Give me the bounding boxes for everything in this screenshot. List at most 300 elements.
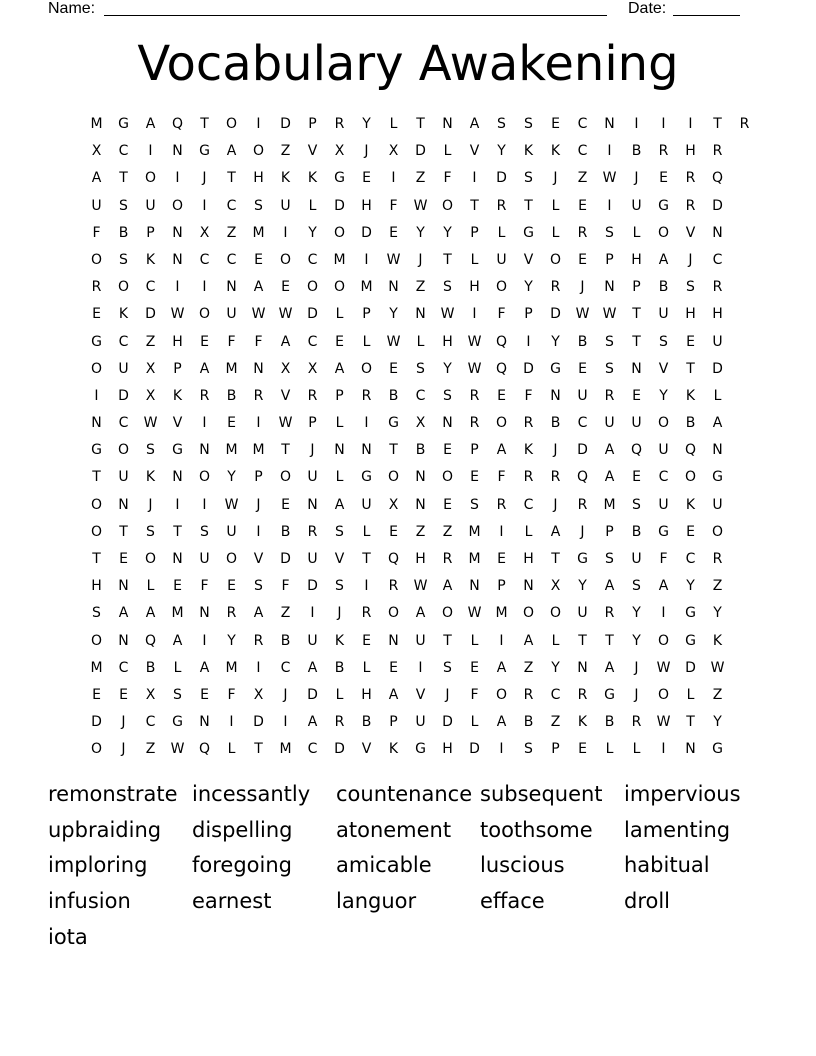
grid-letter[interactable]: Z bbox=[712, 578, 723, 595]
grid-letter[interactable]: Y bbox=[308, 224, 317, 241]
grid-letter[interactable]: N bbox=[172, 143, 183, 160]
grid-letter[interactable]: M bbox=[252, 224, 265, 241]
grid-letter[interactable]: D bbox=[307, 686, 318, 703]
grid-letter[interactable]: I bbox=[202, 415, 207, 432]
grid-letter[interactable]: W bbox=[467, 605, 482, 622]
grid-letter[interactable]: O bbox=[657, 415, 670, 432]
grid-letter[interactable]: F bbox=[497, 469, 506, 486]
grid-letter[interactable] bbox=[731, 437, 758, 464]
grid-letter[interactable]: I bbox=[418, 659, 423, 676]
grid-letter[interactable]: B bbox=[631, 143, 642, 160]
grid-letter[interactable]: K bbox=[334, 632, 345, 649]
grid-letter[interactable]: N bbox=[388, 632, 399, 649]
grid-letter[interactable]: I bbox=[634, 116, 639, 132]
grid-letter[interactable]: L bbox=[362, 523, 371, 540]
grid-letter[interactable]: A bbox=[658, 251, 669, 268]
grid-letter[interactable]: N bbox=[226, 279, 237, 296]
grid-letter[interactable]: U bbox=[658, 496, 669, 513]
grid-letter[interactable]: F bbox=[470, 686, 479, 703]
grid-letter[interactable]: C bbox=[199, 251, 210, 268]
grid-letter[interactable]: L bbox=[308, 197, 317, 214]
grid-letter[interactable]: C bbox=[712, 251, 723, 268]
grid-letter[interactable]: O bbox=[657, 632, 670, 649]
grid-letter[interactable]: C bbox=[307, 741, 318, 758]
grid-letter[interactable]: W bbox=[656, 659, 671, 676]
grid-letter[interactable]: G bbox=[334, 170, 345, 187]
name-line[interactable] bbox=[104, 15, 607, 16]
grid-letter[interactable]: A bbox=[604, 659, 615, 676]
grid-letter[interactable]: O bbox=[90, 523, 103, 540]
grid-letter[interactable]: S bbox=[119, 251, 128, 268]
grid-letter[interactable]: S bbox=[524, 170, 533, 187]
grid-letter[interactable]: R bbox=[523, 686, 534, 703]
grid-letter[interactable]: F bbox=[227, 333, 236, 350]
grid-letter[interactable]: O bbox=[333, 224, 346, 241]
grid-letter[interactable]: J bbox=[310, 442, 315, 459]
grid-letter[interactable]: G bbox=[172, 714, 183, 731]
grid-letter[interactable]: T bbox=[632, 306, 641, 323]
grid-letter[interactable]: O bbox=[144, 170, 157, 187]
grid-letter[interactable]: B bbox=[226, 387, 237, 404]
grid-letter[interactable]: R bbox=[685, 197, 696, 214]
grid-letter[interactable]: D bbox=[307, 306, 318, 323]
grid-letter[interactable]: J bbox=[121, 741, 126, 758]
grid-letter[interactable]: R bbox=[550, 279, 561, 296]
grid-letter[interactable]: W bbox=[656, 714, 671, 731]
grid-letter[interactable]: O bbox=[711, 523, 724, 540]
grid-letter[interactable]: D bbox=[334, 741, 345, 758]
grid-letter[interactable]: P bbox=[173, 360, 182, 377]
grid-letter[interactable]: H bbox=[172, 333, 183, 350]
grid-letter[interactable]: Y bbox=[443, 360, 452, 377]
grid-letter[interactable]: B bbox=[118, 224, 129, 241]
grid-letter[interactable]: E bbox=[659, 170, 668, 187]
grid-letter[interactable]: Z bbox=[415, 279, 426, 296]
grid-letter[interactable]: Q bbox=[198, 741, 211, 758]
grid-letter[interactable]: U bbox=[199, 551, 210, 567]
grid-letter[interactable]: Z bbox=[415, 170, 426, 187]
grid-letter[interactable]: T bbox=[362, 551, 371, 567]
grid-letter[interactable]: T bbox=[227, 170, 236, 187]
grid-letter[interactable]: D bbox=[253, 714, 264, 731]
grid-letter[interactable]: A bbox=[604, 578, 615, 595]
grid-letter[interactable]: Y bbox=[443, 224, 452, 241]
grid-letter[interactable]: C bbox=[523, 496, 534, 513]
grid-letter[interactable]: J bbox=[553, 496, 558, 513]
grid-letter[interactable]: L bbox=[605, 741, 614, 758]
grid-letter[interactable]: D bbox=[712, 197, 723, 214]
grid-letter[interactable]: N bbox=[172, 251, 183, 268]
grid-letter[interactable]: T bbox=[524, 197, 533, 214]
grid-letter[interactable]: E bbox=[254, 251, 263, 268]
grid-letter[interactable]: W bbox=[170, 741, 185, 758]
grid-letter[interactable]: D bbox=[280, 116, 291, 132]
grid-letter[interactable]: G bbox=[523, 224, 534, 241]
grid-letter[interactable]: X bbox=[253, 686, 264, 703]
grid-letter[interactable]: Y bbox=[389, 306, 398, 323]
grid-letter[interactable]: C bbox=[226, 251, 237, 268]
grid-letter[interactable]: Z bbox=[577, 170, 588, 187]
grid-letter[interactable]: C bbox=[145, 279, 156, 296]
grid-letter[interactable]: N bbox=[550, 387, 561, 404]
grid-letter[interactable]: R bbox=[334, 116, 345, 132]
grid-letter[interactable]: M bbox=[360, 279, 373, 296]
grid-letter[interactable]: J bbox=[256, 496, 261, 513]
grid-letter[interactable]: R bbox=[253, 387, 264, 404]
grid-letter[interactable]: I bbox=[526, 333, 531, 350]
grid-letter[interactable]: W bbox=[440, 306, 455, 323]
grid-letter[interactable]: H bbox=[442, 741, 453, 758]
grid-letter[interactable]: A bbox=[118, 605, 129, 622]
grid-letter[interactable]: D bbox=[334, 197, 345, 214]
grid-letter[interactable]: O bbox=[90, 496, 103, 513]
grid-letter[interactable]: S bbox=[524, 116, 533, 132]
grid-letter[interactable]: C bbox=[577, 143, 588, 160]
grid-letter[interactable] bbox=[731, 410, 758, 437]
grid-letter[interactable]: S bbox=[443, 659, 452, 676]
grid-letter[interactable]: C bbox=[415, 387, 426, 404]
grid-letter[interactable] bbox=[731, 573, 758, 600]
grid-letter[interactable]: S bbox=[254, 578, 263, 595]
grid-letter[interactable]: E bbox=[173, 578, 182, 595]
grid-letter[interactable]: V bbox=[253, 551, 264, 567]
grid-letter[interactable]: S bbox=[632, 578, 641, 595]
grid-letter[interactable]: I bbox=[256, 116, 261, 132]
grid-letter[interactable]: K bbox=[388, 741, 399, 758]
grid-letter[interactable] bbox=[731, 600, 758, 627]
grid-letter[interactable]: K bbox=[172, 387, 183, 404]
grid-letter[interactable]: I bbox=[364, 578, 369, 595]
grid-letter[interactable]: Z bbox=[550, 714, 561, 731]
grid-letter[interactable]: B bbox=[631, 523, 642, 540]
grid-letter[interactable]: N bbox=[334, 442, 345, 459]
grid-letter[interactable]: B bbox=[523, 714, 534, 731]
grid-letter[interactable]: E bbox=[281, 279, 290, 296]
grid-letter[interactable]: F bbox=[200, 578, 209, 595]
grid-letter[interactable]: W bbox=[602, 170, 617, 187]
grid-letter[interactable]: R bbox=[307, 387, 318, 404]
grid-letter[interactable]: E bbox=[497, 551, 506, 567]
grid-letter[interactable]: O bbox=[90, 251, 103, 268]
grid-letter[interactable]: E bbox=[578, 741, 587, 758]
grid-letter[interactable]: L bbox=[362, 659, 371, 676]
grid-letter[interactable]: O bbox=[549, 605, 562, 622]
grid-letter[interactable]: Y bbox=[686, 578, 695, 595]
grid-letter[interactable]: R bbox=[658, 143, 669, 160]
grid-letter[interactable]: C bbox=[118, 415, 129, 432]
grid-letter[interactable]: I bbox=[175, 496, 180, 513]
grid-letter[interactable]: Y bbox=[362, 116, 371, 132]
grid-letter[interactable]: L bbox=[146, 578, 155, 595]
grid-letter[interactable]: G bbox=[91, 333, 102, 350]
grid-letter[interactable] bbox=[731, 628, 758, 655]
grid-letter[interactable]: P bbox=[254, 469, 263, 486]
grid-letter[interactable]: N bbox=[199, 605, 210, 622]
grid-letter[interactable]: R bbox=[550, 469, 561, 486]
grid-letter[interactable]: G bbox=[658, 523, 669, 540]
grid-letter[interactable]: R bbox=[577, 686, 588, 703]
grid-letter[interactable]: J bbox=[580, 279, 585, 296]
grid-letter[interactable]: B bbox=[361, 714, 372, 731]
grid-letter[interactable] bbox=[731, 736, 758, 763]
grid-letter[interactable]: C bbox=[577, 116, 588, 132]
grid-letter[interactable]: O bbox=[252, 143, 265, 160]
grid-letter[interactable]: E bbox=[686, 523, 695, 540]
grid-letter[interactable]: E bbox=[389, 659, 398, 676]
grid-letter[interactable]: T bbox=[443, 251, 452, 268]
grid-letter[interactable]: U bbox=[226, 306, 237, 323]
grid-letter[interactable]: O bbox=[198, 306, 211, 323]
grid-letter[interactable]: I bbox=[499, 523, 504, 540]
grid-letter[interactable]: H bbox=[361, 686, 372, 703]
grid-letter[interactable]: W bbox=[710, 659, 725, 676]
grid-letter[interactable]: D bbox=[550, 306, 561, 323]
grid-letter[interactable]: L bbox=[524, 523, 533, 540]
grid-letter[interactable]: J bbox=[553, 442, 558, 459]
grid-letter[interactable] bbox=[731, 492, 758, 519]
grid-letter[interactable]: M bbox=[90, 116, 103, 132]
grid-letter[interactable]: I bbox=[283, 224, 288, 241]
grid-letter[interactable]: N bbox=[415, 496, 426, 513]
grid-letter[interactable]: X bbox=[307, 360, 318, 377]
grid-letter[interactable]: J bbox=[337, 605, 342, 622]
grid-letter[interactable]: Q bbox=[144, 632, 157, 649]
grid-letter[interactable]: D bbox=[523, 360, 534, 377]
grid-letter[interactable]: Q bbox=[684, 442, 697, 459]
grid-letter[interactable]: F bbox=[227, 686, 236, 703]
grid-letter[interactable]: K bbox=[118, 306, 129, 323]
grid-letter[interactable]: R bbox=[469, 415, 480, 432]
grid-letter[interactable]: H bbox=[469, 279, 480, 296]
grid-letter[interactable]: P bbox=[497, 578, 506, 595]
grid-letter[interactable]: O bbox=[90, 632, 103, 649]
grid-letter[interactable]: U bbox=[361, 496, 372, 513]
grid-letter[interactable]: F bbox=[497, 306, 506, 323]
grid-letter[interactable] bbox=[731, 709, 758, 736]
grid-letter[interactable]: A bbox=[550, 523, 561, 540]
grid-letter[interactable]: O bbox=[657, 686, 670, 703]
grid-letter[interactable]: Y bbox=[416, 224, 425, 241]
grid-letter[interactable]: Z bbox=[280, 143, 291, 160]
grid-letter[interactable]: H bbox=[361, 197, 372, 214]
grid-letter[interactable]: S bbox=[470, 496, 479, 513]
grid-letter[interactable]: B bbox=[388, 387, 399, 404]
grid-letter[interactable]: O bbox=[657, 224, 670, 241]
grid-letter[interactable]: X bbox=[388, 143, 399, 160]
grid-letter[interactable]: L bbox=[497, 224, 506, 241]
grid-letter[interactable]: R bbox=[361, 387, 372, 404]
grid-letter[interactable]: J bbox=[634, 170, 639, 187]
grid-letter[interactable]: M bbox=[252, 442, 265, 459]
grid-letter[interactable]: E bbox=[632, 387, 641, 404]
grid-letter[interactable]: N bbox=[415, 469, 426, 486]
grid-letter[interactable]: S bbox=[605, 360, 614, 377]
grid-letter[interactable] bbox=[731, 682, 758, 709]
grid-letter[interactable]: F bbox=[92, 224, 101, 241]
grid-letter[interactable]: E bbox=[578, 251, 587, 268]
grid-letter[interactable]: E bbox=[200, 686, 209, 703]
grid-letter[interactable]: N bbox=[172, 469, 183, 486]
grid-letter[interactable]: U bbox=[631, 197, 642, 214]
grid-letter[interactable]: S bbox=[173, 686, 182, 703]
grid-letter[interactable]: K bbox=[685, 387, 696, 404]
grid-letter[interactable]: H bbox=[712, 306, 723, 323]
grid-letter[interactable]: P bbox=[146, 224, 155, 241]
grid-letter[interactable]: S bbox=[119, 197, 128, 214]
grid-letter[interactable]: A bbox=[415, 605, 426, 622]
grid-letter[interactable]: S bbox=[335, 578, 344, 595]
grid-letter[interactable] bbox=[731, 546, 758, 573]
grid-letter[interactable]: T bbox=[254, 741, 263, 758]
grid-letter[interactable]: N bbox=[253, 360, 264, 377]
grid-letter[interactable]: K bbox=[550, 143, 561, 160]
grid-letter[interactable]: T bbox=[119, 170, 128, 187]
grid-letter[interactable]: H bbox=[523, 551, 534, 567]
grid-letter[interactable]: S bbox=[605, 224, 614, 241]
grid-letter[interactable]: N bbox=[199, 714, 210, 731]
grid-letter[interactable]: R bbox=[496, 197, 507, 214]
grid-letter[interactable]: G bbox=[550, 360, 561, 377]
grid-letter[interactable]: S bbox=[524, 741, 533, 758]
grid-letter[interactable]: A bbox=[496, 714, 507, 731]
grid-letter[interactable]: N bbox=[712, 442, 723, 459]
grid-letter[interactable]: Z bbox=[145, 333, 156, 350]
grid-letter[interactable] bbox=[731, 165, 758, 192]
grid-letter[interactable]: R bbox=[739, 116, 750, 132]
grid-letter[interactable]: M bbox=[171, 605, 184, 622]
grid-letter[interactable]: A bbox=[280, 333, 291, 350]
grid-letter[interactable]: R bbox=[577, 496, 588, 513]
grid-letter[interactable]: T bbox=[443, 632, 452, 649]
grid-letter[interactable]: U bbox=[307, 469, 318, 486]
grid-letter[interactable]: G bbox=[712, 469, 723, 486]
grid-letter[interactable]: G bbox=[712, 741, 723, 758]
grid-letter[interactable]: A bbox=[172, 632, 183, 649]
grid-letter[interactable]: I bbox=[175, 170, 180, 187]
grid-letter[interactable]: R bbox=[685, 170, 696, 187]
grid-letter[interactable]: O bbox=[144, 551, 157, 567]
grid-letter[interactable]: T bbox=[92, 551, 101, 567]
grid-letter[interactable]: J bbox=[283, 686, 288, 703]
grid-letter[interactable]: W bbox=[602, 306, 617, 323]
grid-letter[interactable]: Z bbox=[415, 523, 426, 540]
grid-letter[interactable]: Y bbox=[632, 632, 641, 649]
grid-letter[interactable] bbox=[731, 329, 758, 356]
grid-letter[interactable]: N bbox=[91, 415, 102, 432]
grid-letter[interactable]: M bbox=[225, 360, 238, 377]
grid-letter[interactable]: O bbox=[225, 551, 238, 567]
grid-letter[interactable]: E bbox=[632, 469, 641, 486]
grid-letter[interactable]: U bbox=[280, 197, 291, 214]
grid-letter[interactable]: S bbox=[200, 523, 209, 540]
grid-letter[interactable]: R bbox=[442, 551, 453, 567]
grid-letter[interactable]: D bbox=[307, 578, 318, 595]
grid-letter[interactable]: P bbox=[605, 251, 614, 268]
grid-letter[interactable]: I bbox=[364, 251, 369, 268]
grid-letter[interactable]: I bbox=[256, 415, 261, 432]
grid-letter[interactable]: A bbox=[334, 360, 345, 377]
grid-letter[interactable]: I bbox=[202, 632, 207, 649]
grid-letter[interactable]: Y bbox=[524, 279, 533, 296]
grid-letter[interactable]: G bbox=[199, 143, 210, 160]
grid-letter[interactable]: D bbox=[712, 360, 723, 377]
grid-letter[interactable]: P bbox=[632, 279, 641, 296]
grid-letter[interactable]: E bbox=[470, 659, 479, 676]
grid-letter[interactable]: B bbox=[145, 659, 156, 676]
grid-letter[interactable]: U bbox=[577, 387, 588, 404]
grid-letter[interactable]: H bbox=[442, 333, 453, 350]
grid-letter[interactable]: R bbox=[631, 714, 642, 731]
grid-letter[interactable]: D bbox=[685, 659, 696, 676]
grid-letter[interactable]: U bbox=[631, 415, 642, 432]
grid-letter[interactable]: J bbox=[688, 251, 693, 268]
grid-letter[interactable]: P bbox=[551, 741, 560, 758]
grid-letter[interactable]: N bbox=[685, 741, 696, 758]
grid-letter[interactable]: O bbox=[684, 469, 697, 486]
grid-letter[interactable]: G bbox=[685, 605, 696, 622]
grid-letter[interactable]: C bbox=[307, 251, 318, 268]
grid-letter[interactable]: P bbox=[605, 523, 614, 540]
grid-letter[interactable]: E bbox=[551, 116, 560, 132]
grid-letter[interactable]: E bbox=[119, 686, 128, 703]
grid-letter[interactable]: T bbox=[470, 197, 479, 214]
grid-letter[interactable]: B bbox=[280, 523, 291, 540]
grid-letter[interactable]: G bbox=[118, 116, 129, 132]
grid-letter[interactable]: W bbox=[278, 306, 293, 323]
grid-letter[interactable]: L bbox=[686, 686, 695, 703]
grid-letter[interactable]: O bbox=[171, 197, 184, 214]
grid-letter[interactable]: C bbox=[658, 469, 669, 486]
grid-letter[interactable]: K bbox=[523, 442, 534, 459]
grid-letter[interactable]: A bbox=[145, 605, 156, 622]
grid-letter[interactable]: E bbox=[686, 333, 695, 350]
grid-letter[interactable]: S bbox=[605, 551, 614, 567]
grid-letter[interactable]: N bbox=[172, 224, 183, 241]
grid-letter[interactable]: I bbox=[148, 143, 153, 160]
grid-letter[interactable]: E bbox=[389, 523, 398, 540]
grid-letter[interactable]: N bbox=[523, 578, 534, 595]
grid-letter[interactable]: I bbox=[202, 197, 207, 214]
grid-letter[interactable]: R bbox=[577, 224, 588, 241]
grid-letter[interactable]: N bbox=[388, 279, 399, 296]
grid-letter[interactable]: G bbox=[604, 686, 615, 703]
grid-letter[interactable]: N bbox=[199, 442, 210, 459]
date-line[interactable] bbox=[673, 15, 740, 16]
grid-letter[interactable]: A bbox=[307, 714, 318, 731]
grid-letter[interactable]: T bbox=[551, 551, 560, 567]
grid-letter[interactable]: G bbox=[577, 551, 588, 567]
grid-letter[interactable]: P bbox=[335, 387, 344, 404]
grid-letter[interactable]: Y bbox=[578, 578, 587, 595]
grid-letter[interactable]: E bbox=[200, 333, 209, 350]
grid-letter[interactable]: S bbox=[443, 387, 452, 404]
grid-letter[interactable]: C bbox=[118, 659, 129, 676]
grid-letter[interactable]: E bbox=[497, 387, 506, 404]
grid-letter[interactable]: P bbox=[308, 116, 317, 132]
grid-letter[interactable]: R bbox=[199, 387, 210, 404]
grid-letter[interactable]: C bbox=[307, 333, 318, 350]
grid-letter[interactable]: Y bbox=[713, 605, 722, 622]
grid-letter[interactable]: W bbox=[413, 197, 428, 214]
grid-letter[interactable]: L bbox=[632, 741, 641, 758]
grid-letter[interactable]: S bbox=[146, 442, 155, 459]
grid-letter[interactable]: X bbox=[388, 496, 399, 513]
grid-letter[interactable]: L bbox=[470, 714, 479, 731]
grid-letter[interactable]: A bbox=[226, 143, 237, 160]
grid-letter[interactable]: M bbox=[333, 251, 346, 268]
grid-letter[interactable]: D bbox=[280, 551, 291, 567]
grid-letter[interactable]: L bbox=[443, 143, 452, 160]
